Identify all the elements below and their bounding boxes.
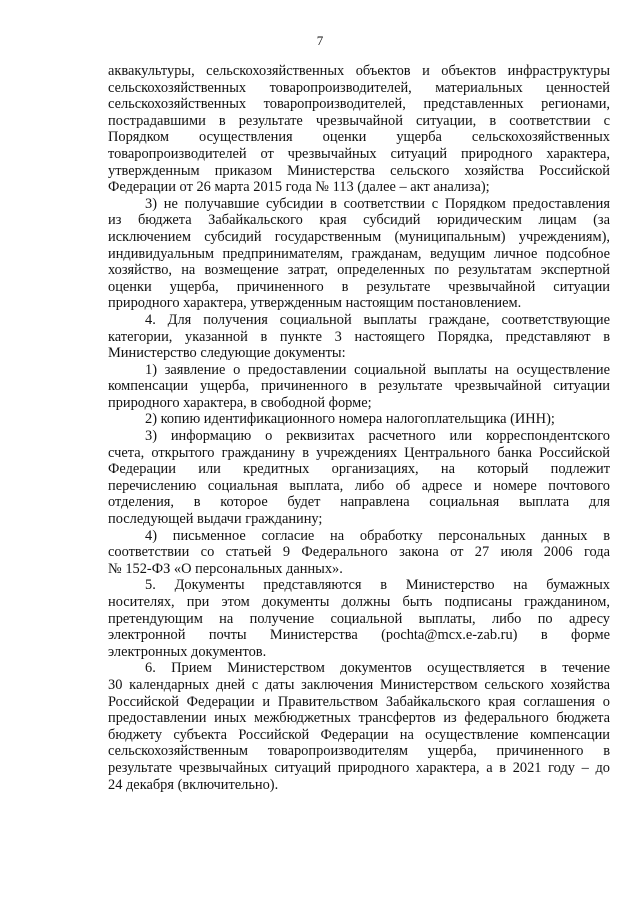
text-line: последующей выдачи гражданину; bbox=[108, 511, 323, 528]
text-line: индивидуальным предпринимателям, гражданам, ведущим личное подсобное bbox=[108, 245, 610, 262]
paragraph-item-3 bbox=[108, 196, 610, 312]
text-line: оценки ущерба, причиненного в результате чрезвычайной ситуации bbox=[108, 278, 610, 295]
paragraph-doc-2 bbox=[108, 411, 610, 428]
text-line: аквакультуры, сельскохозяйственных объектов и объектов инфраструктуры bbox=[108, 63, 610, 79]
text-line: Порядком осуществления оценки ущерба сельскохозяйственных bbox=[108, 129, 610, 146]
text-line: исключением субсидий государственным (муниципальным) учреждениям), bbox=[108, 228, 610, 245]
text-line: товаропроизводителей от чрезвычайных ситуаций природного характера, bbox=[108, 145, 610, 162]
text-line: 3) не получавшие субсидии в соответствии с Порядком предоставления bbox=[145, 195, 610, 212]
text-line: перечислению социальная выплата, либо об адресе и номере почтового bbox=[108, 477, 610, 494]
text-line: предоставлении иных межбюджетных трансфертов из федерального бюджета bbox=[108, 710, 610, 727]
text-line: природного характера, в свободной форме; bbox=[108, 394, 372, 411]
paragraph-doc-1 bbox=[108, 362, 610, 412]
text-line: 30 календарных дней с даты заключения Министерством сельского хозяйства bbox=[108, 676, 610, 693]
paragraph-doc-4 bbox=[108, 528, 610, 578]
paragraph-section-4 bbox=[108, 312, 610, 362]
text-line: результате чрезвычайных ситуаций природного характера, а в 2021 году – до bbox=[108, 759, 610, 776]
paragraph-section-5 bbox=[108, 577, 610, 660]
text-line: Федерации или кредитных организациях, на который подлежит bbox=[108, 461, 610, 478]
text-line: хозяйство, на возмещение затрат, определенных по результатам экспертной bbox=[108, 262, 610, 279]
paragraph-section-6 bbox=[108, 660, 610, 793]
text-line: Федерации от 26 марта 2015 года № 113 (далее – акт анализа); bbox=[108, 179, 490, 196]
text-line: 5. Документы представляются в Министерство на бумажных bbox=[145, 577, 610, 594]
text-line: из бюджета Забайкальского края субсидий юридическим лицам (за bbox=[108, 212, 610, 229]
text-line: претендующим на получение социальной выплаты, либо по адресу bbox=[108, 610, 610, 627]
text-line: Министерство следующие документы: bbox=[108, 345, 346, 362]
text-line: 4) письменное согласие на обработку персональных данных в bbox=[145, 527, 610, 544]
text-line: № 152-ФЗ «О персональных данных». bbox=[108, 560, 343, 577]
text-line: бюджету субъекта Российской Федерации на осуществление компенсации bbox=[108, 726, 610, 743]
text-line: сельскохозяйственных товаропроизводителей, материальных ценностей bbox=[108, 79, 610, 96]
text-line: носителях, при этом документы должны быть подписаны гражданином, bbox=[108, 594, 610, 610]
text-line: счета, открытого гражданину в учреждениях Центрального банка Российской bbox=[108, 444, 610, 461]
text-line: сельскохозяйственных товаропроизводителей, представленных регионами, bbox=[108, 96, 610, 113]
text-line: 4. Для получения социальной выплаты граждане, соответствующие bbox=[145, 311, 610, 328]
text-line: электронных документов. bbox=[108, 643, 267, 660]
paragraph-continuation bbox=[108, 63, 610, 196]
text-line: 3) информацию о реквизитах расчетного или корреспондентского bbox=[145, 428, 610, 445]
text-line: отделения, в которое будет направлена социальная выплата для bbox=[108, 494, 610, 511]
text-line: 6. Прием Министерством документов осуществляется в течение bbox=[145, 660, 610, 677]
text-line: пострадавшими в результате чрезвычайной ситуации, в соответствии с bbox=[108, 112, 610, 129]
document-body bbox=[108, 63, 610, 793]
text-line: Российской Федерации и Правительством Забайкальского края соглашения о bbox=[108, 693, 610, 710]
page-number: 7 bbox=[316, 33, 324, 48]
text-line: 1) заявление о предоставлении социальной выплаты на осуществление bbox=[145, 361, 610, 378]
text-line: соответствии со статьей 9 Федерального закона от 27 июля 2006 года bbox=[108, 544, 610, 561]
text-line: природного характера, утвержденным настоящим постановлением. bbox=[108, 295, 522, 312]
text-line: компенсации ущерба, причиненного в результате чрезвычайной ситуации bbox=[108, 378, 610, 395]
text-line: электронной почты Министерства (pochta@mcx.e-zab.ru) в форме bbox=[108, 627, 610, 644]
text-line: категории, указанной в пункте 3 настоящего Порядка, представляют в bbox=[108, 328, 610, 345]
text-line: утвержденным приказом Министерства сельского хозяйства Российской bbox=[108, 162, 610, 179]
text-line: 24 декабря (включительно). bbox=[108, 776, 279, 793]
text-line: сельскохозяйственным товаропроизводителям ущерба, причиненного в bbox=[108, 743, 610, 760]
text-line: 2) копию идентификационного номера налогоплательщика (ИНН); bbox=[145, 411, 555, 428]
paragraph-doc-3 bbox=[108, 428, 610, 528]
